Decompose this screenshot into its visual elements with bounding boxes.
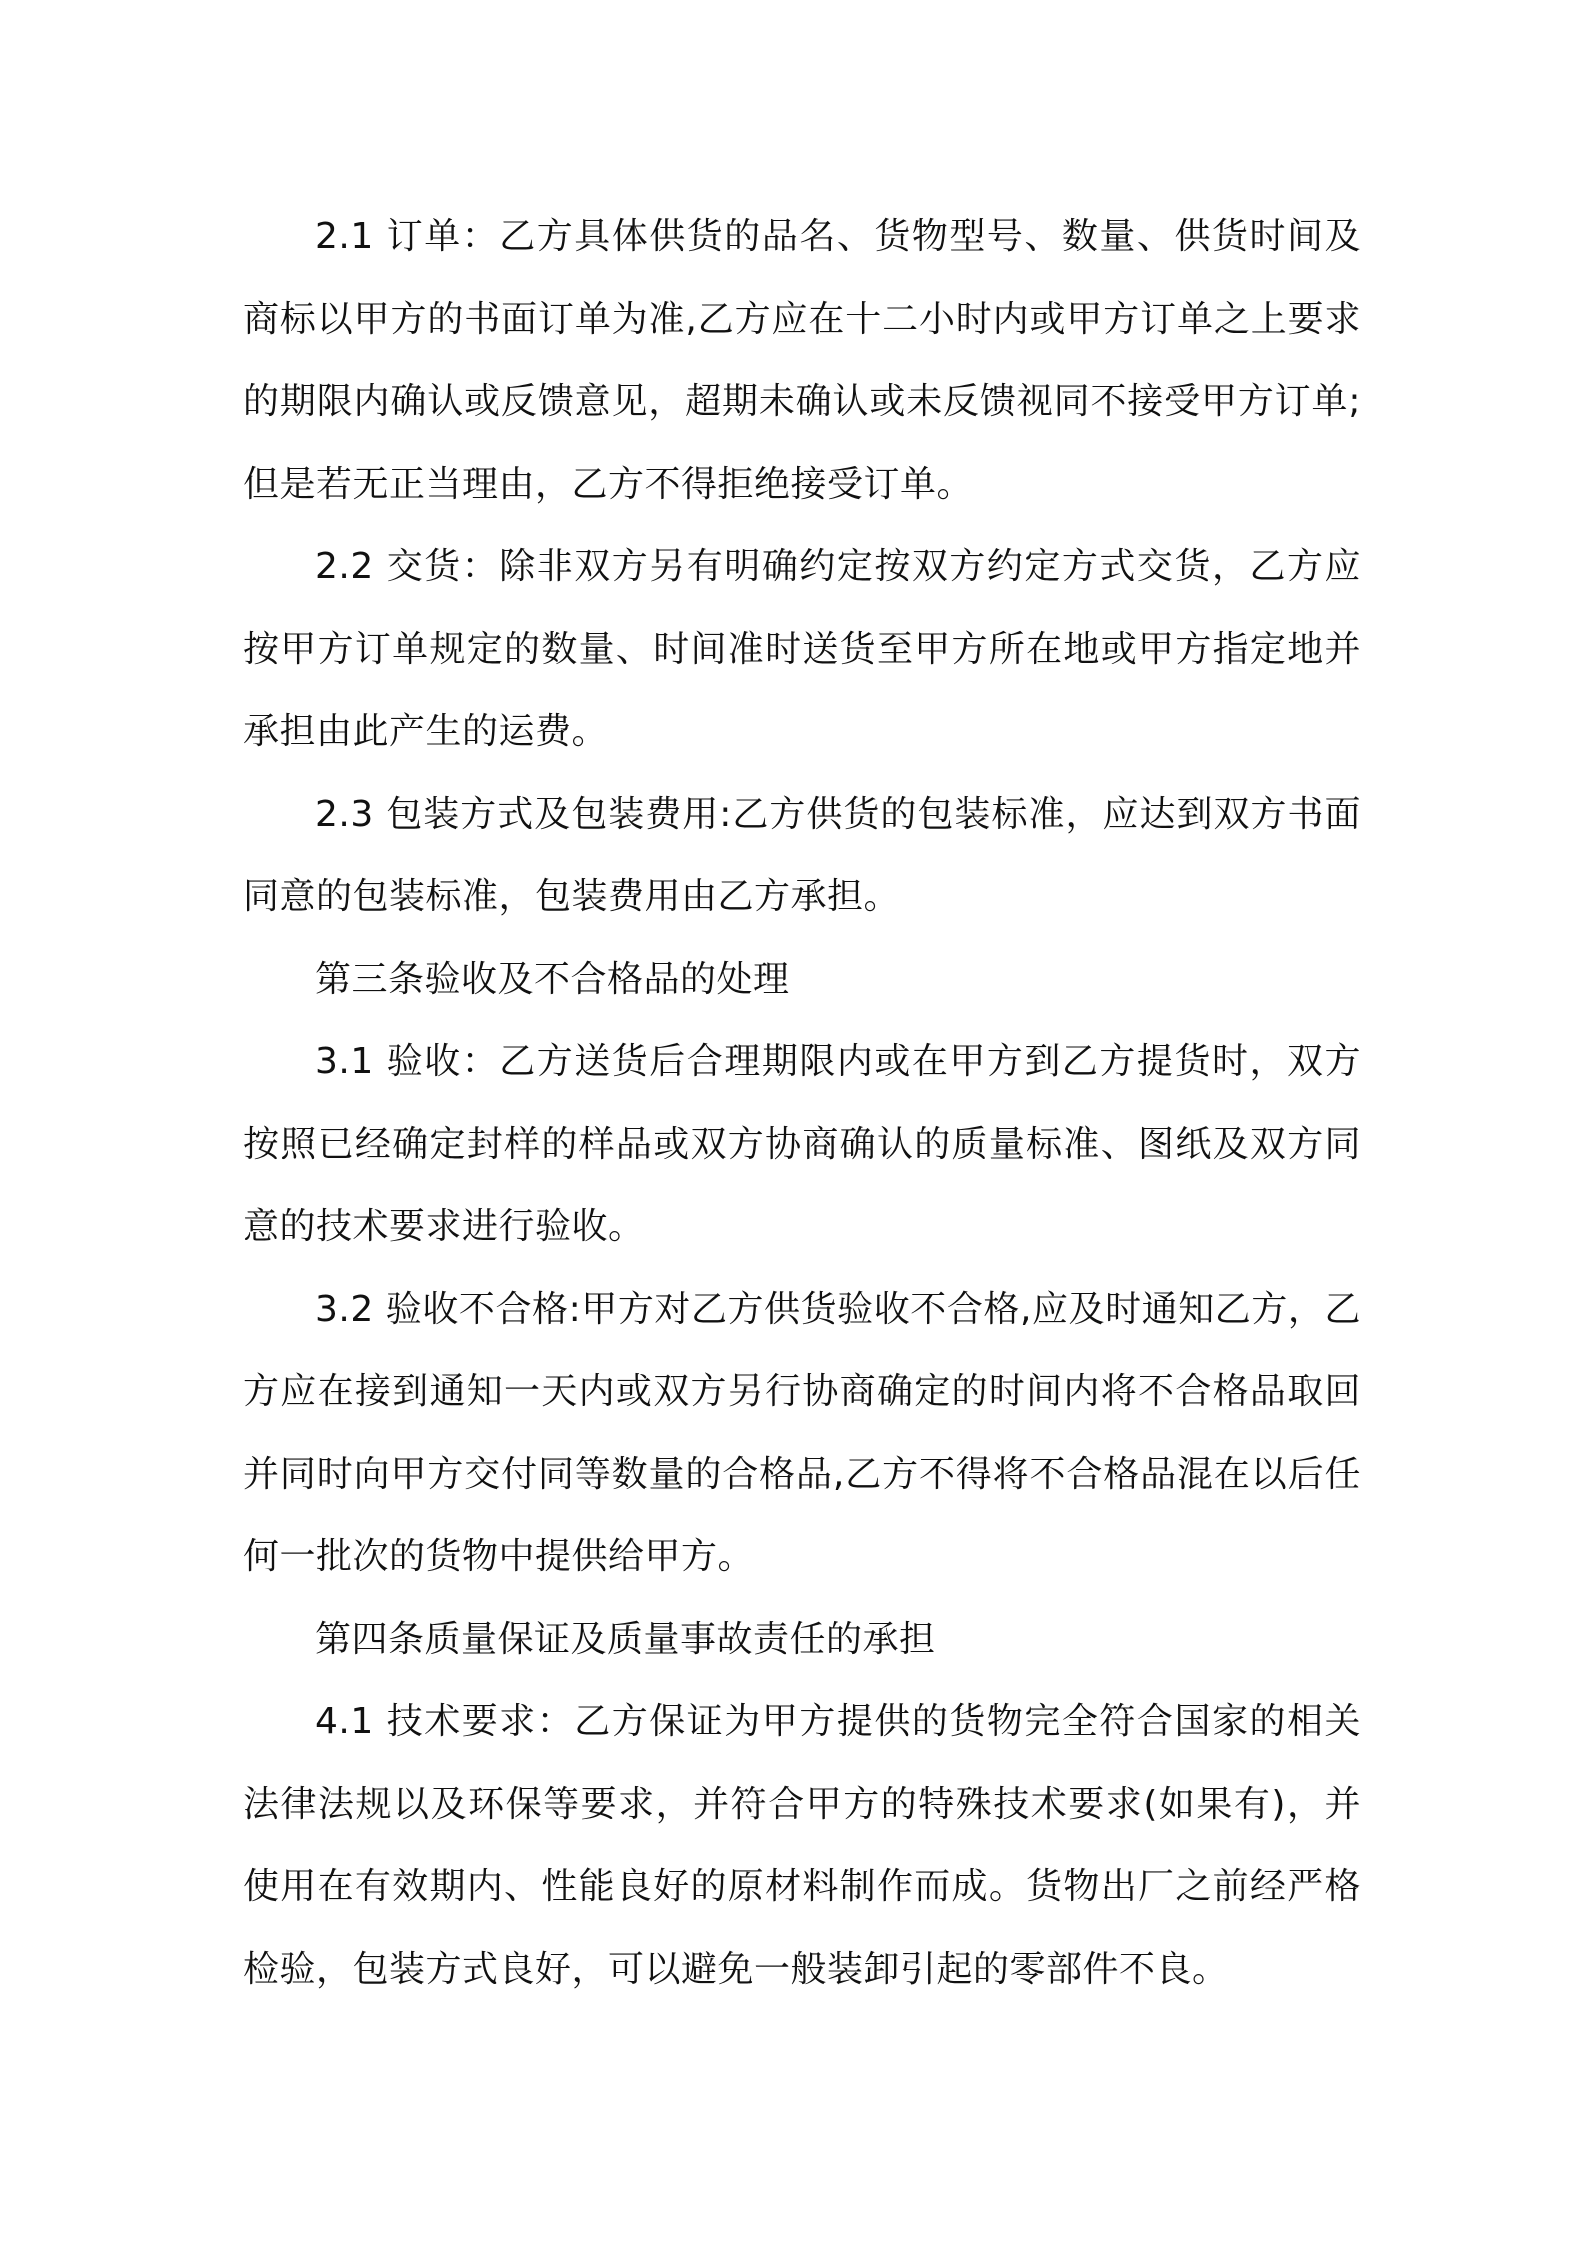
- clause-2-3-packaging: 2.3 包装方式及包装费用:乙方供货的包装标准，应达到双方书面同意的包装标准，包装费用由乙方承担。: [243, 793, 1361, 917]
- article-3-heading: 第三条验收及不合格品的处理: [315, 958, 790, 1000]
- article-4-heading: 第四条质量保证及质量事故责任的承担: [315, 1618, 936, 1660]
- clause-2-2-delivery: 2.2 交货：除非双方另有明确约定按双方约定方式交货，乙方应按甲方订单规定的数量、时间准时送货至甲方所在地或甲方指定地并承担由此产生的运费。: [243, 546, 1361, 752]
- clause-3-1-acceptance: 3.1 验收：乙方送货后合理期限内或在甲方到乙方提货时，双方按照已经确定封样的样品或双方协商确认的质量标准、图纸及双方同意的技术要求进行验收。: [243, 1041, 1361, 1247]
- clause-3-2-nonconforming: 3.2 验收不合格:甲方对乙方供货验收不合格,应及时通知乙方，乙方应在接到通知一天内或双方另行协商确定的时间内将不合格品取回并同时向甲方交付同等数量的合格品,乙方不得将不合格品混在以后任何一批次的货物中提供给甲方。: [243, 1288, 1361, 1577]
- clause-4-1-technical-requirements: 4.1 技术要求：乙方保证为甲方提供的货物完全符合国家的相关法律法规以及环保等要求，并符合甲方的特殊技术要求(如果有)，并使用在有效期内、性能良好的原材料制作而成。货物出厂之前经严格检验，包装方式良好，可以避免一般装卸引起的零部件不良。: [243, 1701, 1361, 1990]
- clause-2-1-order: 2.1 订单：乙方具体供货的品名、货物型号、数量、供货时间及商标以甲方的书面订单为准,乙方应在十二小时内或甲方订单之上要求的期限内确认或反馈意见，超期未确认或未反馈视同不接受甲方订单;但是若无正当理由，乙方不得拒绝接受订单。: [243, 216, 1361, 505]
- document-body: [243, 196, 1361, 2011]
